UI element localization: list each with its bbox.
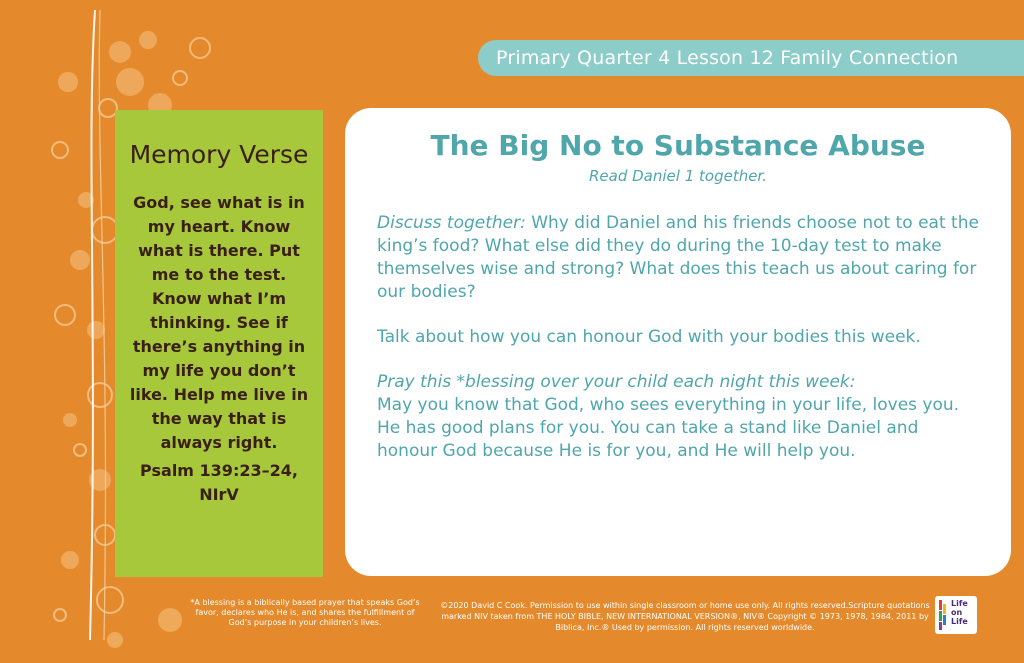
logo-line1: Life [951,599,968,608]
discuss-text: Why did Daniel and his friends choose not to eat the king’s food? What else did they do during the 10-day test to make themselves wise and strong? What does this teach us about caring for our bodies? [377,213,979,302]
talk-paragraph: Talk about how you can honour God with your bodies this week. [377,327,921,347]
discuss-label: Discuss together: [377,213,526,233]
memory-verse-card [115,110,323,577]
memory-verse-text: God, see what is in my heart. Know what is there. Put me to the test. Know what I’m thinking. See if there’s anything in my life you don’t like. Help me live in the way that is always right. [129,193,309,452]
lesson-header [478,40,1024,76]
copyright-notice: ©2020 David C Cook. Permission to use within single classroom or home use only. All rights reserved.Scripture quotations marked NIV taken from THE HOLY BIBLE, NEW INTERNATIONAL VERSION®, NIV® Copyright © 1973, 1978, 1984, 2011 by Biblica, Inc.® Used by permission. All rights reserved worldwide. [440,601,930,632]
memory-verse-reference: Psalm 139:23–24, NIrV [140,461,298,504]
lesson-title: The Big No to Substance Abuse [430,129,926,162]
logo-line2: on [951,608,963,617]
logo-mark-icon [938,600,949,630]
pray-paragraph [377,371,979,463]
lesson-subtitle: Read Daniel 1 together. [588,167,767,185]
lesson-header-title: Primary Quarter 4 Lesson 12 Family Connection [496,47,959,69]
life-on-life-logo [935,596,977,634]
pray-label: Pray this *blessing over your child each night this week: [377,372,856,392]
discuss-paragraph [377,212,979,304]
blessing-text: May you know that God, who sees everything in your life, loves you. He has good plans for you. You can take a stand like Daniel and honour God because He is for you, and He will help you. [377,395,960,461]
lesson-card [345,108,1011,576]
blessing-footnote: *A blessing is a biblically based prayer that speaks God’s favor, declares who He is, and shares the fulfillment of God’s purpose in your children’s lives. [190,598,420,627]
memory-verse-heading: Memory Verse [129,140,309,169]
logo-line3: Life [951,617,968,626]
